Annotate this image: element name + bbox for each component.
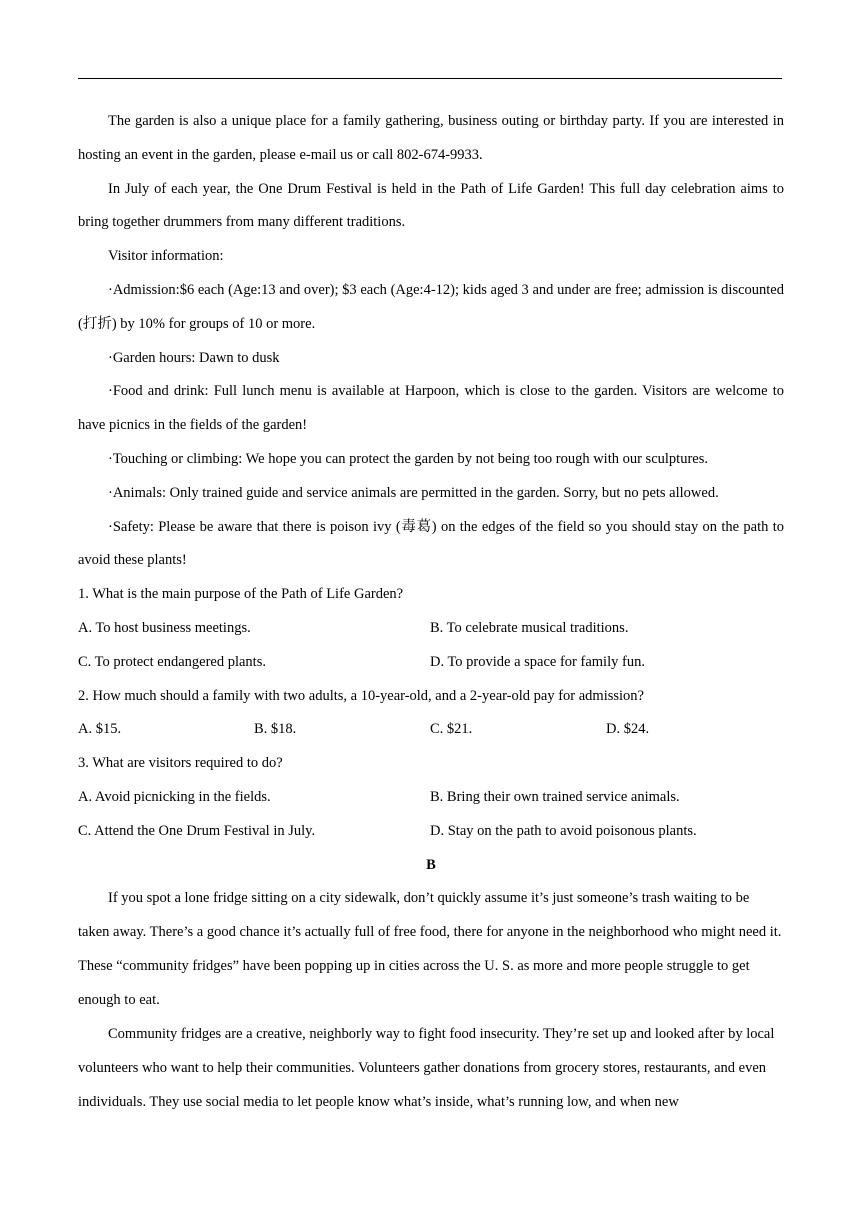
question-1-option-b: B. To celebrate musical traditions. xyxy=(430,619,629,636)
question-3-option-b: B. Bring their own trained service animals. xyxy=(430,788,680,805)
admission-info: ·Admission:$6 each (Age:13 and over); $3 each (Age:4-12); kids aged 3 and under are free; admission is discounted (打折) by 10% for groups of 10 or more. xyxy=(78,281,784,332)
question-1-stem: 1. What is the main purpose of the Path of Life Garden? xyxy=(78,586,404,603)
garden-hours-info: ·Garden hours: Dawn to dusk xyxy=(108,349,280,366)
question-2-option-c: C. $21. xyxy=(430,721,473,738)
question-2-option-a: A. $15. xyxy=(78,721,122,738)
animals-info: ·Animals: Only trained guide and service animals are permitted in the garden. Sorry, but no pets allowed. xyxy=(108,484,719,501)
safety-info: ·Safety: Please be aware that there is poison ivy (毒葛) on the edges of the field so you should stay on the path to avoid these plants! xyxy=(78,518,784,569)
question-2-option-d: D. $24. xyxy=(606,721,650,738)
question-3-option-d: D. Stay on the path to avoid poisonous plants. xyxy=(430,822,697,839)
document-body xyxy=(78,105,784,1120)
question-2-options-row xyxy=(78,713,784,747)
visitor-info-heading: Visitor information: xyxy=(108,248,224,265)
question-2-stem: 2. How much should a family with two adults, a 10-year-old, and a 2-year-old pay for admission? xyxy=(78,687,644,704)
passage-a-paragraph-2: In July of each year, the One Drum Festival is held in the Path of Life Garden! This full day celebration aims to bring together drummers from many different traditions. xyxy=(78,180,784,231)
passage-a-paragraph-1: The garden is also a unique place for a family gathering, business outing or birthday party. If you are interested in hosting an event in the garden, please e-mail us or call 802-674-9933. xyxy=(78,113,784,163)
food-drink-info: ·Food and drink: Full lunch menu is available at Harpoon, which is close to the garden. Visitors are welcome to have picnics in the fields of the garden! xyxy=(78,383,784,434)
section-b-heading: B xyxy=(426,856,436,873)
question-1-option-c: C. To protect endangered plants. xyxy=(78,653,266,670)
question-1-options-row-1 xyxy=(78,612,784,646)
question-3-options-row-1 xyxy=(78,781,784,815)
question-3-option-a: A. Avoid picnicking in the fields. xyxy=(78,788,271,805)
question-1-option-a: A. To host business meetings. xyxy=(78,619,251,636)
section-b-paragraph-2: Community fridges are a creative, neighborly way to fight food insecurity. They’re set up and looked after by local volunteers who want to help their communities. Volunteers gather donations from grocery stores, restaurants, and even individuals. They use social media to let people know what’s inside, what’s running low, and when new xyxy=(78,1025,775,1110)
question-3-stem: 3. What are visitors required to do? xyxy=(78,755,283,772)
header-rule xyxy=(78,78,782,79)
question-1-options-row-2 xyxy=(78,646,784,680)
section-b-paragraph-1: If you spot a lone fridge sitting on a city sidewalk, don’t quickly assume it’s just someone’s trash waiting to be taken away. There’s a good chance it’s actually full of free food, there for anyone in the neighborhood who might need it. These “community fridges” have been popping up in cities across the U. S. as more and more people struggle to get enough to eat. xyxy=(78,890,782,1009)
question-1-option-d: D. To provide a space for family fun. xyxy=(430,653,645,670)
question-2-option-b: B. $18. xyxy=(254,721,297,738)
question-3-options-row-2 xyxy=(78,815,784,849)
section-b-body xyxy=(78,882,784,1119)
question-3-option-c: C. Attend the One Drum Festival in July. xyxy=(78,822,316,839)
touching-info: ·Touching or climbing: We hope you can protect the garden by not being too rough with our sculptures. xyxy=(108,450,708,467)
